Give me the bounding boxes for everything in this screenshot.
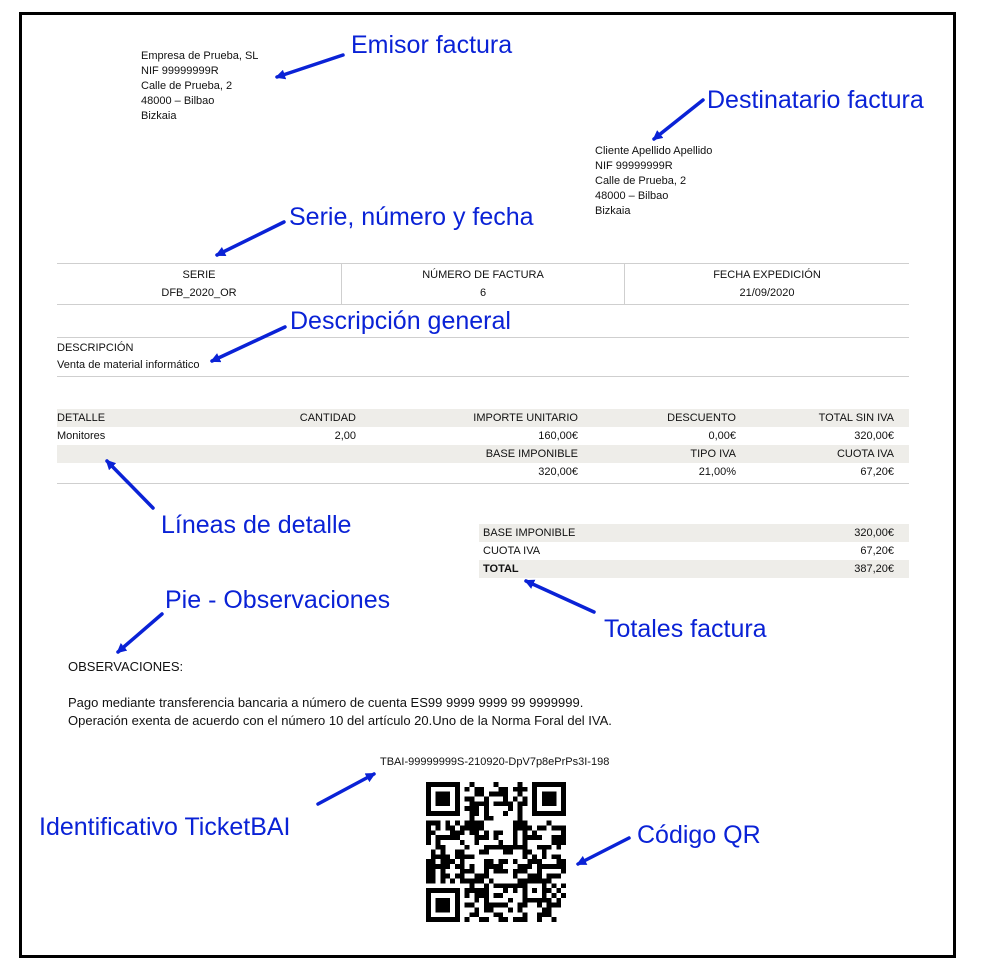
arrow-qr <box>578 838 629 864</box>
arrow-totales <box>526 581 594 612</box>
total-label: TOTAL <box>483 563 519 575</box>
annotation-descripcion: Descripción general <box>290 307 511 335</box>
arrow-identificativo <box>318 774 374 804</box>
importe-header: IMPORTE UNITARIO <box>473 412 578 424</box>
cuota-iva-header: CUOTA IVA <box>836 448 894 460</box>
ticketbai-id: TBAI-99999999S-210920-DpV7p8ePrPs3I-198 <box>380 756 610 768</box>
cuota-label: CUOTA IVA <box>483 545 541 557</box>
importe-cell: 160,00€ <box>538 430 578 442</box>
observaciones-line: Pago mediante transferencia bancaria a número de cuenta ES99 9999 9999 99 9999999. <box>68 695 584 710</box>
arrow-descripcion <box>212 327 285 361</box>
emisor-line: Bizkaia <box>141 110 177 122</box>
destinatario-line: Calle de Prueba, 2 <box>595 175 687 187</box>
arrow-serie <box>217 222 284 255</box>
annotation-totales: Totales factura <box>604 615 767 643</box>
emisor-line: NIF 99999999R <box>141 65 219 77</box>
fecha-value: 21/09/2020 <box>739 287 795 299</box>
detalle-header: DETALLE <box>57 412 106 424</box>
serie-value: DFB_2020_OR <box>161 287 237 299</box>
cuota-value: 67,20€ <box>860 545 894 557</box>
destinatario-line: Cliente Apellido Apellido <box>595 145 713 157</box>
destinatario-line: 48000 – Bilbao <box>595 190 669 202</box>
destinatario-line: NIF 99999999R <box>595 160 673 172</box>
annotation-qr: Código QR <box>637 821 761 849</box>
base-value: 320,00€ <box>854 527 894 539</box>
annotation-serie: Serie, número y fecha <box>289 203 534 231</box>
descripcion-label: DESCRIPCIÓN <box>57 342 134 354</box>
numero-label: NÚMERO DE FACTURA <box>422 269 544 281</box>
cuota-iva-cell: 67,20€ <box>860 466 894 478</box>
arrow-lineas <box>107 461 153 508</box>
destinatario-line: Bizkaia <box>595 205 631 217</box>
emisor-line: 48000 – Bilbao <box>141 95 215 107</box>
cantidad-cell: 2,00 <box>334 430 356 442</box>
annotation-lineas: Líneas de detalle <box>161 511 352 539</box>
annotation-emisor: Emisor factura <box>351 31 513 59</box>
base-imponible-cell: 320,00€ <box>538 466 578 478</box>
base-imponible-header: BASE IMPONIBLE <box>485 448 578 460</box>
annotation-destinatario: Destinatario factura <box>707 86 924 114</box>
emisor-line: Empresa de Prueba, SL <box>141 50 259 62</box>
fecha-label: FECHA EXPEDICIÓN <box>713 269 821 281</box>
tipo-iva-cell: 21,00% <box>698 466 736 478</box>
observaciones-line: Operación exenta de acuerdo con el número 10 del artículo 20.Uno de la Norma Foral del IVA. <box>68 713 612 728</box>
arrow-emisor <box>277 55 343 77</box>
cantidad-header: CANTIDAD <box>299 412 356 424</box>
arrow-destinatario <box>654 100 703 139</box>
tipo-iva-header: TIPO IVA <box>690 448 736 460</box>
base-label: BASE IMPONIBLE <box>483 527 576 539</box>
arrow-pie <box>118 614 162 652</box>
serie-label: SERIE <box>182 269 216 281</box>
total-sin-iva-header: TOTAL SIN IVA <box>818 412 894 424</box>
emisor-line: Calle de Prueba, 2 <box>141 80 233 92</box>
descuento-cell: 0,00€ <box>708 430 736 442</box>
observaciones-title: OBSERVACIONES: <box>68 659 184 674</box>
detalle-cell: Monitores <box>57 430 106 442</box>
total-value: 387,20€ <box>854 563 894 575</box>
numero-value: 6 <box>479 287 487 299</box>
annotation-pie: Pie - Observaciones <box>165 586 391 614</box>
annotation-identificativo: Identificativo TicketBAI <box>39 813 291 841</box>
descripcion-value: Venta de material informático <box>57 359 200 371</box>
total-sin-iva-cell: 320,00€ <box>854 430 894 442</box>
descuento-header: DESCUENTO <box>667 412 736 424</box>
